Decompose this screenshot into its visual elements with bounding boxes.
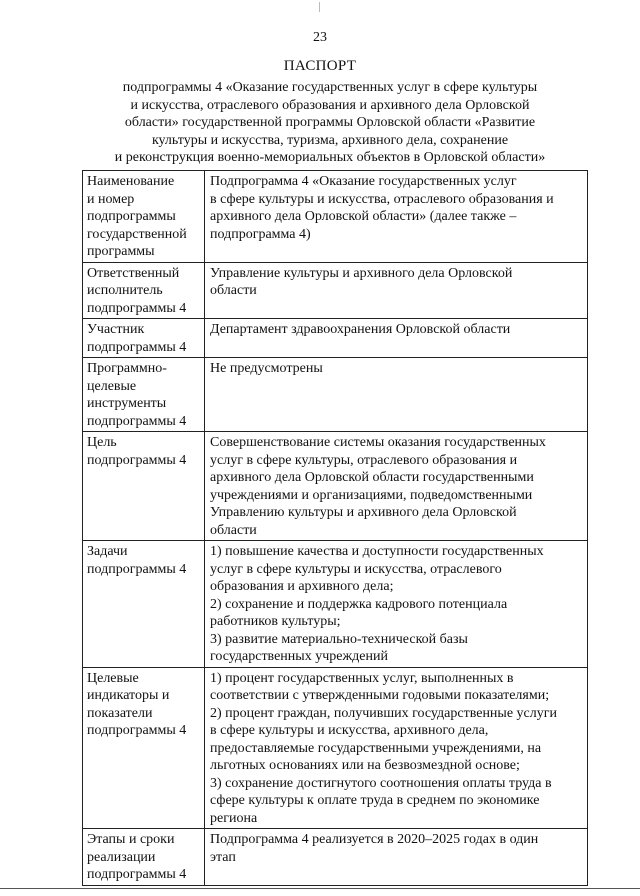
label-line: показатели	[87, 705, 153, 721]
subtitle-line: и реконструкция военно-мемориальных объектов в Орловской области»	[114, 150, 546, 165]
row-label-cell	[83, 319, 205, 358]
row-label-cell	[83, 262, 205, 319]
label-line: реализации	[87, 849, 156, 865]
label-line: подпрограммы 4	[87, 413, 187, 429]
table-row	[83, 262, 588, 319]
content-line: 2) сохранение и поддержка кадрового потенциала	[210, 596, 508, 612]
label-line: инструменты	[87, 396, 167, 411]
subtitle-line: подпрограммы 4 «Оказание государственных услуг в сфере культуры	[122, 80, 538, 95]
label-line: подпрограммы	[87, 209, 176, 224]
subtitle-line: и искусства, отраслевого образования и архивного дела Орловской	[130, 97, 530, 113]
content-line: Департамент здравоохранения Орловской области	[210, 322, 511, 337]
label-line: подпрограммы 4	[87, 867, 187, 882]
subtitle-line: культуры и искусства, туризма, архивного дела, сохранение	[151, 132, 509, 148]
content-line: работников культуры;	[210, 614, 341, 629]
label-line: подпрограммы 4	[87, 723, 187, 738]
row-content-cell	[205, 829, 588, 886]
label-line: государственной	[87, 226, 187, 242]
content-line: Управление культуры и архивного дела Орловской	[210, 265, 513, 281]
label-line: Целевые	[87, 670, 139, 686]
content-line: 3) сохранение достигнутого соотношения оплаты труда в	[210, 775, 552, 791]
label-line: Наименование	[87, 174, 175, 189]
content-line: государственных учреждений	[210, 649, 388, 664]
label-line: и номер	[87, 191, 135, 207]
content-line: льготных основаниях или на безвозмездной основе;	[210, 758, 520, 773]
content-line: этап	[210, 849, 236, 865]
row-label-cell	[83, 358, 205, 432]
row-label-cell	[83, 667, 205, 829]
content-line: услуг в сфере культуры, отраслевого образования и	[210, 452, 518, 468]
passport-table	[82, 170, 588, 886]
content-line: области	[210, 283, 257, 298]
row-label-cell	[83, 541, 205, 668]
content-line: Управлению культуры и архивного дела Орловской	[210, 505, 517, 520]
table-row	[83, 432, 588, 541]
label-line: Этапы и сроки	[87, 832, 175, 847]
label-line: индикаторы и	[87, 688, 170, 703]
content-line: Подпрограмма 4 «Оказание государственных услуг	[210, 174, 517, 189]
label-line: Программно-	[87, 361, 167, 376]
label-line: целевые	[87, 378, 137, 394]
content-line: услуг в сфере культуры и искусства, отраслевого	[210, 561, 502, 577]
scan-mark	[319, 2, 320, 12]
content-line: архивного дела Орловской области государственными	[210, 470, 534, 485]
row-content-cell	[205, 171, 588, 263]
content-line: Совершенствование системы оказания государственных	[210, 435, 546, 450]
content-line: архивного дела Орловской области» (далее также –	[210, 209, 517, 224]
content-line: 1) процент государственных услуг, выполненных в	[210, 670, 514, 686]
label-line: Цель	[87, 435, 117, 450]
document-subtitle	[90, 79, 570, 167]
page-number: 23	[313, 30, 327, 45]
row-content-cell	[205, 667, 588, 829]
content-line: в сфере культуры и искусства, архивного дела,	[210, 723, 489, 738]
content-line: сфере культуры к оплате труда в среднем по экономике	[210, 793, 540, 808]
content-line: учреждениями и организациями, подведомственными	[210, 487, 533, 503]
label-line: Участник	[87, 322, 145, 337]
table-row	[83, 319, 588, 358]
content-line: области	[210, 522, 257, 538]
row-content-cell	[205, 432, 588, 541]
content-line: Подпрограмма 4 реализуется в 2020–2025 годах в один	[210, 832, 539, 847]
row-label-cell	[83, 829, 205, 886]
label-line: подпрограммы 4	[87, 561, 187, 577]
subtitle-line: области» государственной программы Орловской области «Развитие	[124, 115, 536, 130]
content-line: региона	[210, 810, 258, 826]
label-line: исполнитель	[87, 283, 163, 298]
row-label-cell	[83, 171, 205, 263]
table-row	[83, 829, 588, 886]
row-content-cell	[205, 319, 588, 358]
document-title: ПАСПОРТ	[283, 58, 357, 74]
content-line: 3) развитие материально-технической базы	[210, 631, 468, 647]
content-line: образования и архивного дела;	[210, 579, 394, 594]
label-line: подпрограммы 4	[87, 339, 187, 355]
table-row	[83, 171, 588, 263]
content-line: подпрограмма 4)	[210, 226, 311, 242]
label-line: программы	[87, 244, 155, 259]
bottom-rule	[0, 888, 640, 889]
row-content-cell	[205, 541, 588, 668]
table-row	[83, 358, 588, 432]
content-line: Не предусмотрены	[210, 361, 323, 376]
content-line: предоставляемые государственными учреждениями, на	[210, 740, 542, 756]
label-line: Ответственный	[87, 265, 180, 281]
content-line: соответствии с утвержденными годовыми показателями;	[210, 688, 550, 703]
row-content-cell	[205, 262, 588, 319]
content-line: 1) повышение качества и доступности государственных	[210, 544, 544, 559]
table-row	[83, 541, 588, 668]
content-line: 2) процент граждан, получивших государственные услуги	[210, 705, 557, 721]
content-line: в сфере культуры и искусства, отраслевого образования и	[210, 191, 554, 207]
row-label-cell	[83, 432, 205, 541]
label-line: подпрограммы 4	[87, 300, 187, 316]
row-content-cell	[205, 358, 588, 432]
table-row	[83, 667, 588, 829]
label-line: Задачи	[87, 544, 128, 559]
label-line: подпрограммы 4	[87, 452, 187, 468]
